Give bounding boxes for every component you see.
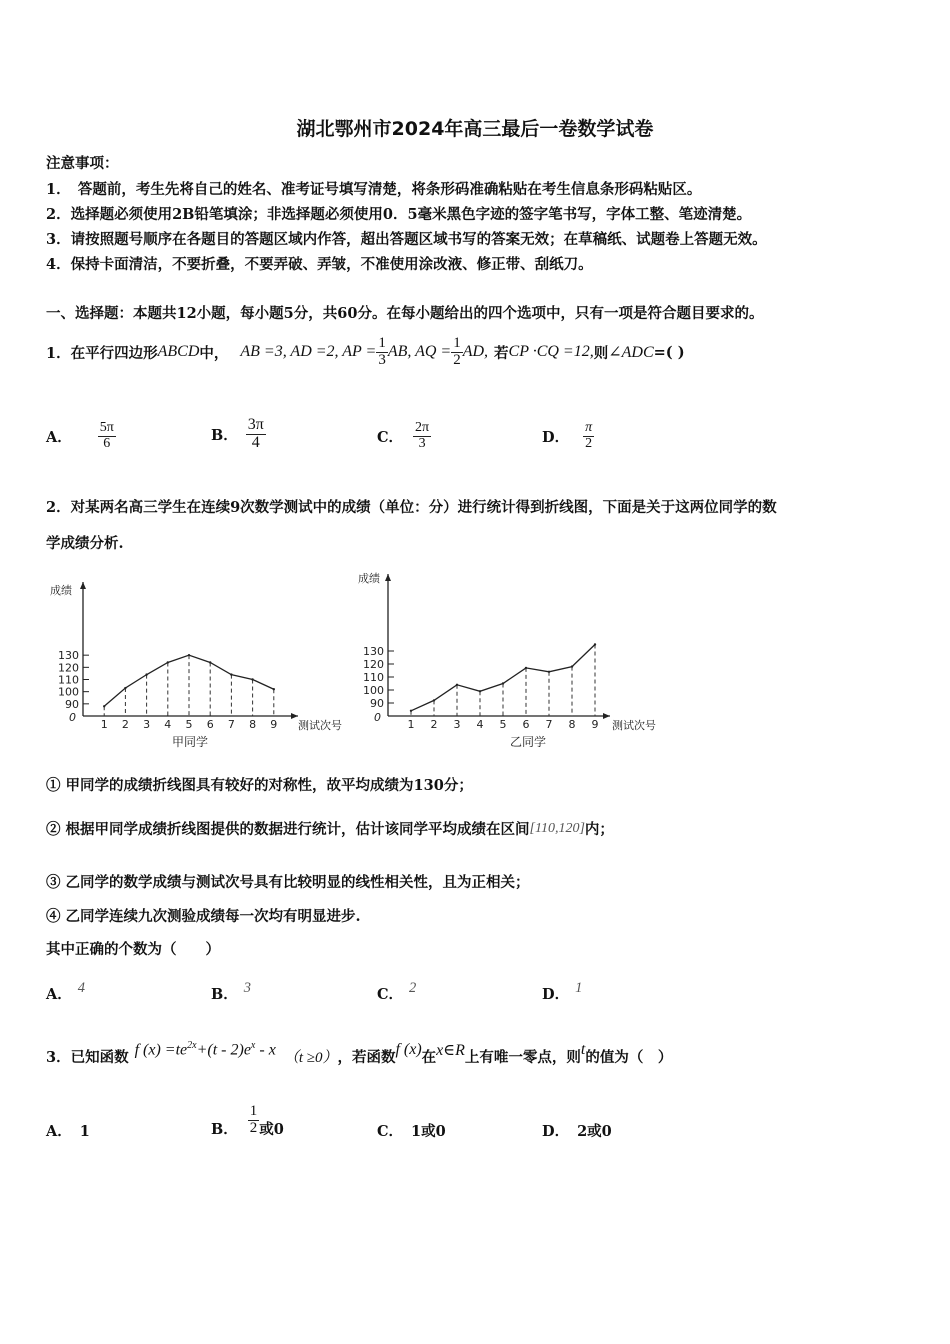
x-tick-label: 3 bbox=[453, 718, 461, 731]
q3-option-a[interactable]: A． 1 bbox=[46, 1123, 90, 1140]
q2-option-b[interactable]: B． 3 bbox=[211, 980, 252, 1003]
y-tick-label: 90 bbox=[65, 697, 79, 711]
x-tick-label: 1 bbox=[100, 718, 108, 731]
chart-jia bbox=[40, 574, 370, 754]
x-axis-arrow bbox=[603, 713, 610, 719]
q2-question: 其中正确的个数为（ ） bbox=[46, 941, 220, 958]
data-point bbox=[548, 671, 550, 673]
data-point bbox=[251, 678, 253, 680]
q1-option-a[interactable]: A． $\frac{5\pi}{6}$ bbox=[46, 419, 114, 451]
y-axis-label: 成绩 bbox=[50, 584, 72, 597]
data-point bbox=[433, 699, 435, 701]
x-tick-label: 8 bbox=[249, 718, 257, 731]
q1-option-b-value: $\frac{3\pi}{4}$ bbox=[247, 415, 264, 451]
q3-t: t bbox=[580, 1041, 586, 1058]
chart-title: 乙同学 bbox=[509, 735, 547, 749]
q1-cond3: AD, bbox=[462, 343, 489, 360]
x-tick-label: 2 bbox=[430, 718, 438, 731]
q1-angle: ∠ADC bbox=[608, 344, 654, 361]
q2-statement-3: ③ 乙同学的数学成绩与测试次号具有比较明显的线性相关性，且为正相关； bbox=[46, 874, 530, 891]
q2-line-2: 学成绩分析. bbox=[46, 535, 124, 552]
notice-item-3: 3．请按照题号顺序在各题目的答题区域内作答，超出答题区域书写的答案无效；在草稿纸、试题卷上答题无效。 bbox=[46, 231, 767, 248]
x-tick-label: 5 bbox=[499, 718, 507, 731]
data-point bbox=[273, 688, 275, 690]
q1-shape: ABCD bbox=[157, 343, 200, 360]
x-tick-label: 8 bbox=[568, 718, 576, 731]
q1-option-c-value: $\frac{2\pi}{3}$ bbox=[415, 419, 430, 451]
q1-mid: 中， bbox=[199, 344, 229, 362]
q3-option-d[interactable]: D． 2或0 bbox=[542, 1123, 612, 1140]
q1-cp-cq: CP ·CQ =12, bbox=[508, 343, 594, 360]
y-tick-label: 130 bbox=[363, 645, 384, 658]
q2-option-d[interactable]: D． 1 bbox=[542, 980, 583, 1003]
q2-interval: [110,120] bbox=[529, 820, 585, 836]
y-axis-arrow bbox=[80, 582, 86, 589]
x-tick-label: 2 bbox=[121, 718, 129, 731]
section-heading: 一、选择题：本题共12小题，每小题5分，共60分。在每小题给出的四个选项中，只有一项是符合题目要求的。 bbox=[46, 305, 764, 322]
y-axis-arrow bbox=[385, 574, 391, 581]
question-1 bbox=[46, 330, 685, 374]
q1-option-a-value: $\frac{5\pi}{6}$ bbox=[99, 419, 114, 451]
data-point bbox=[230, 673, 232, 675]
x-tick-label: 3 bbox=[143, 718, 151, 731]
data-point bbox=[145, 673, 147, 675]
q3-function: f $(x) =te^{2x}+(t - 2)e^x - x$ bbox=[134, 1040, 276, 1059]
q3-option-c[interactable]: C． 1或0 bbox=[377, 1123, 446, 1140]
q3-fx: f (x) bbox=[395, 1041, 422, 1058]
y-tick-label: 100 bbox=[363, 684, 384, 697]
q3-domain: x∈R bbox=[436, 1042, 465, 1059]
chart-yi bbox=[348, 568, 688, 754]
notice-heading: 注意事项： bbox=[46, 155, 119, 172]
data-point bbox=[594, 643, 596, 645]
q1-cond1: AB =3, AD =2, AP = bbox=[240, 343, 377, 360]
data-point bbox=[479, 690, 481, 692]
data-point bbox=[571, 665, 573, 667]
x-tick-label: 1 bbox=[407, 718, 415, 731]
data-point bbox=[188, 654, 190, 656]
x-tick-label: 5 bbox=[185, 718, 193, 731]
x-axis-arrow bbox=[291, 713, 298, 719]
y-tick-label: 130 bbox=[58, 649, 79, 663]
q1-option-c[interactable]: C． $\frac{2\pi}{3}$ bbox=[377, 419, 430, 451]
data-point bbox=[456, 684, 458, 686]
data-point bbox=[103, 705, 105, 707]
chart-title: 甲同学 bbox=[171, 735, 209, 749]
q1-option-b[interactable]: B． $\frac{3\pi}{4}$ bbox=[211, 415, 264, 451]
y-tick-label: 120 bbox=[363, 658, 384, 671]
q3-condition: （t ≥0） bbox=[283, 1049, 338, 1066]
q2-option-a[interactable]: A． 4 bbox=[46, 980, 86, 1003]
x-tick-label: 6 bbox=[206, 718, 214, 731]
q2-line-1: 2．对某两名高三学生在连续9次数学测试中的成绩（单位：分）进行统计得到折线图，下面是关于这两位同学的数 bbox=[46, 499, 777, 516]
x-tick-label: 7 bbox=[545, 718, 553, 731]
data-point bbox=[525, 667, 527, 669]
q1-option-d-value: $\frac{\pi}{2}$ bbox=[585, 419, 593, 451]
q1-cond2: AB, AQ = bbox=[387, 343, 452, 360]
x-tick-label: 6 bbox=[522, 718, 530, 731]
data-point bbox=[410, 710, 412, 712]
q2-option-c[interactable]: C． 2 bbox=[377, 980, 417, 1003]
y-axis-label: 成绩 bbox=[358, 572, 380, 585]
notice-item-4: 4．保持卡面清洁，不要折叠，不要弄破、弄皱，不准使用涂改液、修正带、刮纸刀。 bbox=[46, 256, 593, 273]
question-3: 3．已知函数 f $(x) =te^{2x}+(t - 2)e^x - x$ （t ≥0） ，若函数 f (x) 在 x∈R 上有唯一零点，则 t 的值为（ ） bbox=[46, 1040, 673, 1066]
y-tick-label: 120 bbox=[58, 661, 79, 675]
x-axis-label: 测试次号 bbox=[612, 719, 656, 732]
q1-ze: 则 bbox=[593, 344, 609, 362]
q2-statement-4: ④ 乙同学连续九次测验成绩每一次均有明显进步. bbox=[46, 908, 361, 925]
y-tick-label: 100 bbox=[58, 685, 79, 699]
y-tick-label: 110 bbox=[363, 671, 384, 684]
q3-option-b-frac: $\frac{1}{2}$ bbox=[249, 1102, 258, 1136]
q1-frac-half: $\frac{1}{2}$ bbox=[453, 334, 461, 368]
x-tick-label: 9 bbox=[270, 718, 278, 731]
data-point bbox=[124, 687, 126, 689]
q2-statement-1: ① 甲同学的成绩折线图具有较好的对称性，故平均成绩为130分； bbox=[46, 777, 473, 794]
page-title: 湖北鄂州市2024年高三最后一卷数学试卷 bbox=[296, 118, 654, 140]
origin-label: 0 bbox=[374, 711, 381, 724]
x-tick-label: 4 bbox=[164, 718, 172, 731]
x-tick-label: 4 bbox=[476, 718, 484, 731]
q1-prefix: 1．在平行四边形 bbox=[46, 344, 158, 362]
q2-statement-2: ② 根据甲同学成绩折线图提供的数据进行统计，估计该同学平均成绩在区间 [110,120] 内； bbox=[46, 820, 614, 838]
notice-item-1: 1． 答题前，考生先将自己的姓名、准考证号填写清楚，将条形码准确粘贴在考生信息条形码粘贴区。 bbox=[46, 181, 702, 198]
q3-option-b[interactable]: B． $\frac{1}{2}$ 或0 bbox=[211, 1102, 284, 1138]
origin-label: 0 bbox=[69, 711, 76, 724]
y-tick-label: 110 bbox=[58, 673, 79, 687]
notice-item-2: 2．选择题必须使用2B铅笔填涂；非选择题必须使用0．5毫米黑色字迹的签字笔书写，字体工整、笔迹清楚。 bbox=[46, 206, 752, 223]
q1-ruo: 若 bbox=[494, 344, 509, 362]
x-tick-label: 7 bbox=[227, 718, 235, 731]
data-point bbox=[209, 661, 211, 663]
x-axis-label: 测试次号 bbox=[298, 719, 342, 732]
data-point bbox=[167, 661, 169, 663]
x-tick-label: 9 bbox=[591, 718, 599, 731]
q1-tail: =( ) bbox=[653, 343, 685, 361]
q1-option-d[interactable]: D． $\frac{\pi}{2}$ bbox=[542, 419, 593, 451]
data-point bbox=[502, 682, 504, 684]
y-tick-label: 90 bbox=[370, 697, 384, 710]
q1-frac-third: $\frac{1}{3}$ bbox=[378, 334, 386, 368]
